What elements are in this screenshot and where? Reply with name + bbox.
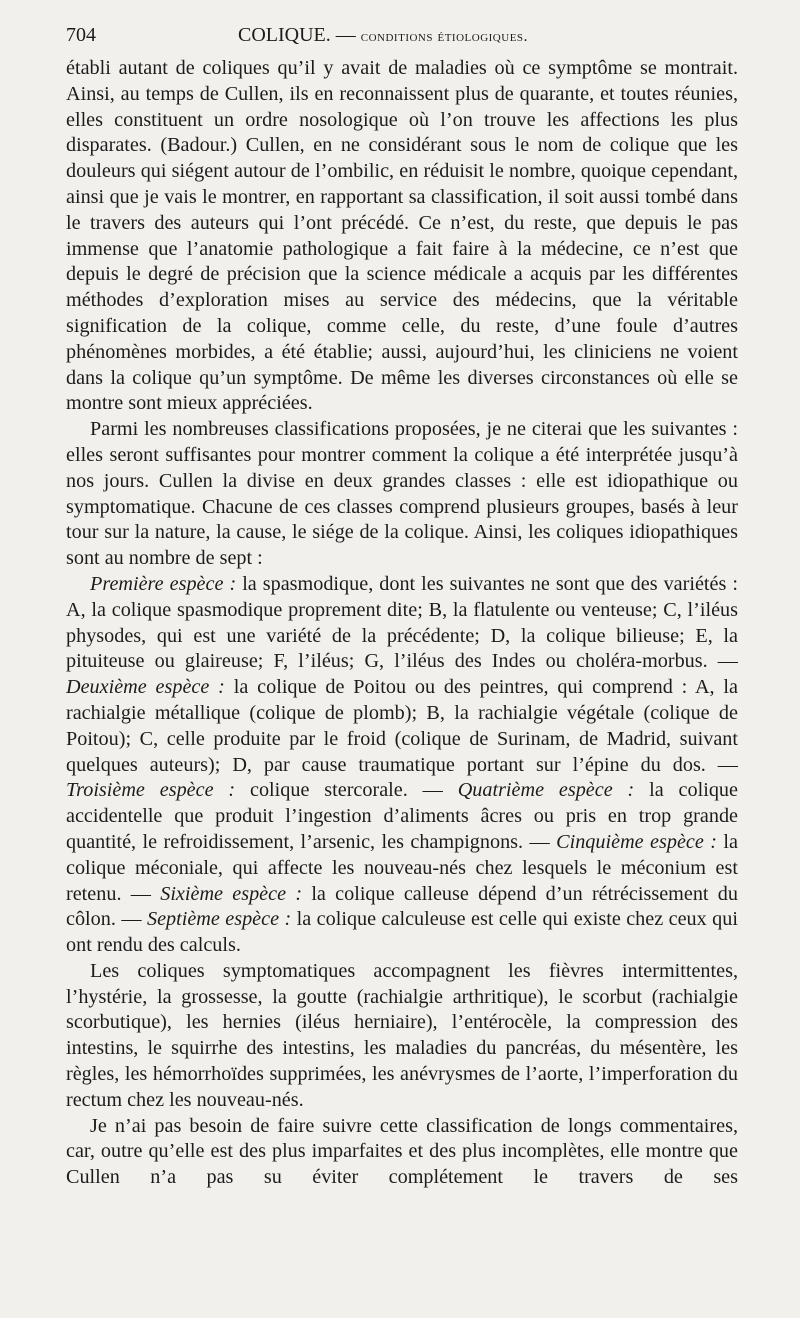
- title-dash: —: [335, 24, 356, 46]
- text-run: colique stercorale. —: [235, 779, 458, 802]
- species-heading: Sixième espèce :: [160, 882, 303, 905]
- text-run: Parmi les nombreuses classifications proposées, je ne citerai que les suivantes : elles seront suffisantes pour montrer comment la colique a été interprétée jusqu’à nos jours. Cullen la divise en deux grandes classes : elle est idiopathique ou symptomatique. Chacune de ces classes comprend plusieurs groupes, basés à leur tour sur la nature, la cause, le siége de la colique. Ainsi, les coliques idiopathiques sont au nombre de sept :: [66, 418, 738, 570]
- species-heading: Troisième espèce :: [66, 779, 236, 802]
- species-heading: Première espèce :: [90, 572, 237, 595]
- species-heading: Quatrième espèce :: [457, 779, 635, 802]
- text-run: établi autant de coliques qu’il y avait de maladies où ce symptôme se montrait. Ainsi, au temps de Cullen, ils en reconnaissent plus de quarante, et toutes réunies, elles constituent un ordre nosologique où l’on trouve les affections les plus disparates. (Badour.) Cullen, en ne considérant sous le nom de colique que les douleurs qui siégent autour de l’ombilic, en réduisit le nombre, quoique cependant, ainsi que je vais le montrer, en rapportant sa classification, il soit aussi tombé dans le travers des auteurs qui l’ont précédé. Ce n’est, du reste, que depuis le pas immense que l’anatomie pathologique a fait faire à la médecine, ce n’est que depuis le degré de précision que la science médicale a acquis par les différentes méthodes d’exploration mises au service des médecins, que la véritable signification de la colique, comme celle, du reste, d’une foule d’autres phénomènes morbides, a été établie; aussi, aujourd’hui, les cliniciens ne voient dans la colique qu’un symptôme. De même les diverses circonstances où elle se montre sont mieux appréciées.: [66, 57, 738, 415]
- paragraph-5: [66, 1114, 738, 1191]
- page-number: 704: [66, 24, 96, 46]
- paragraph-3: [66, 572, 738, 959]
- running-title: [238, 18, 528, 54]
- text-run: la colique calculeuse est celle qui existe chez ceux qui ont rendu des calculs.: [66, 908, 738, 957]
- chapter-title: COLIQUE.: [238, 24, 331, 46]
- text-run: la colique calleuse dépend d’un rétrécissement du côlon. —: [66, 882, 738, 931]
- body-text: [66, 56, 738, 1191]
- species-heading: Cinquième espèce :: [556, 830, 717, 853]
- paragraph-2: [66, 417, 738, 572]
- section-subtitle: conditions étiologiques.: [360, 28, 529, 45]
- text-run: Je n’ai pas besoin de faire suivre cette classification de longs commentaires, car, outre qu’elle est des plus imparfaites et des plus incomplètes, elle montre que Cullen n’a pas su éviter complétement le travers de ses: [66, 1114, 738, 1189]
- text-run: Les coliques symptomatiques accompagnent les fièvres intermittentes, l’hystérie, la grossesse, la goutte (rachialgie arthritique), le scorbut (rachialgie scorbutique), les hernies (iléus herniaire), l’entérocèle, la compression des intestins, le squirrhe des intestins, les maladies du pancréas, du mésentère, les règles, les hémorrhoïdes supprimées, les anévrysmes de l’aorte, l’imperforation du rectum chez les nouveau-nés.: [66, 959, 738, 1111]
- text-run: la spasmodique, dont les suivantes ne sont que des variétés : A, la colique spasmodique proprement dite; B, la flatulente ou venteuse; C, l’iléus physodes, qui est une variété de la précédente; D, la colique bilieuse; E, la pituiteuse ou glaireuse; F, l’iléus; G, l’iléus des Indes ou choléra-morbus. —: [66, 572, 738, 673]
- text-run: la colique accidentelle que produit l’ingestion d’aliments âcres ou pris en trop grande quantité, le refroidissement, l’arsenic, les champignons. —: [66, 779, 738, 853]
- text-run: la colique méconiale, qui affecte les nouveau-nés chez lesquels le méconium est retenu. —: [66, 830, 738, 905]
- paragraph-4: [66, 959, 738, 1114]
- text-run: la colique de Poitou ou des peintres, qui comprend : A, la rachialgie métallique (colique de plomb); B, la rachialgie végétale (colique de Poitou); C, celle produite par le froid (colique de Surinam, de Madrid, suivant quelques auteurs); D, par cause traumatique portant sur l’épine du dos. —: [66, 676, 738, 776]
- paragraph-1: [66, 56, 738, 417]
- species-heading: Septième espèce :: [146, 908, 292, 931]
- running-head: [66, 18, 738, 52]
- species-heading: Deuxième espèce :: [66, 676, 225, 699]
